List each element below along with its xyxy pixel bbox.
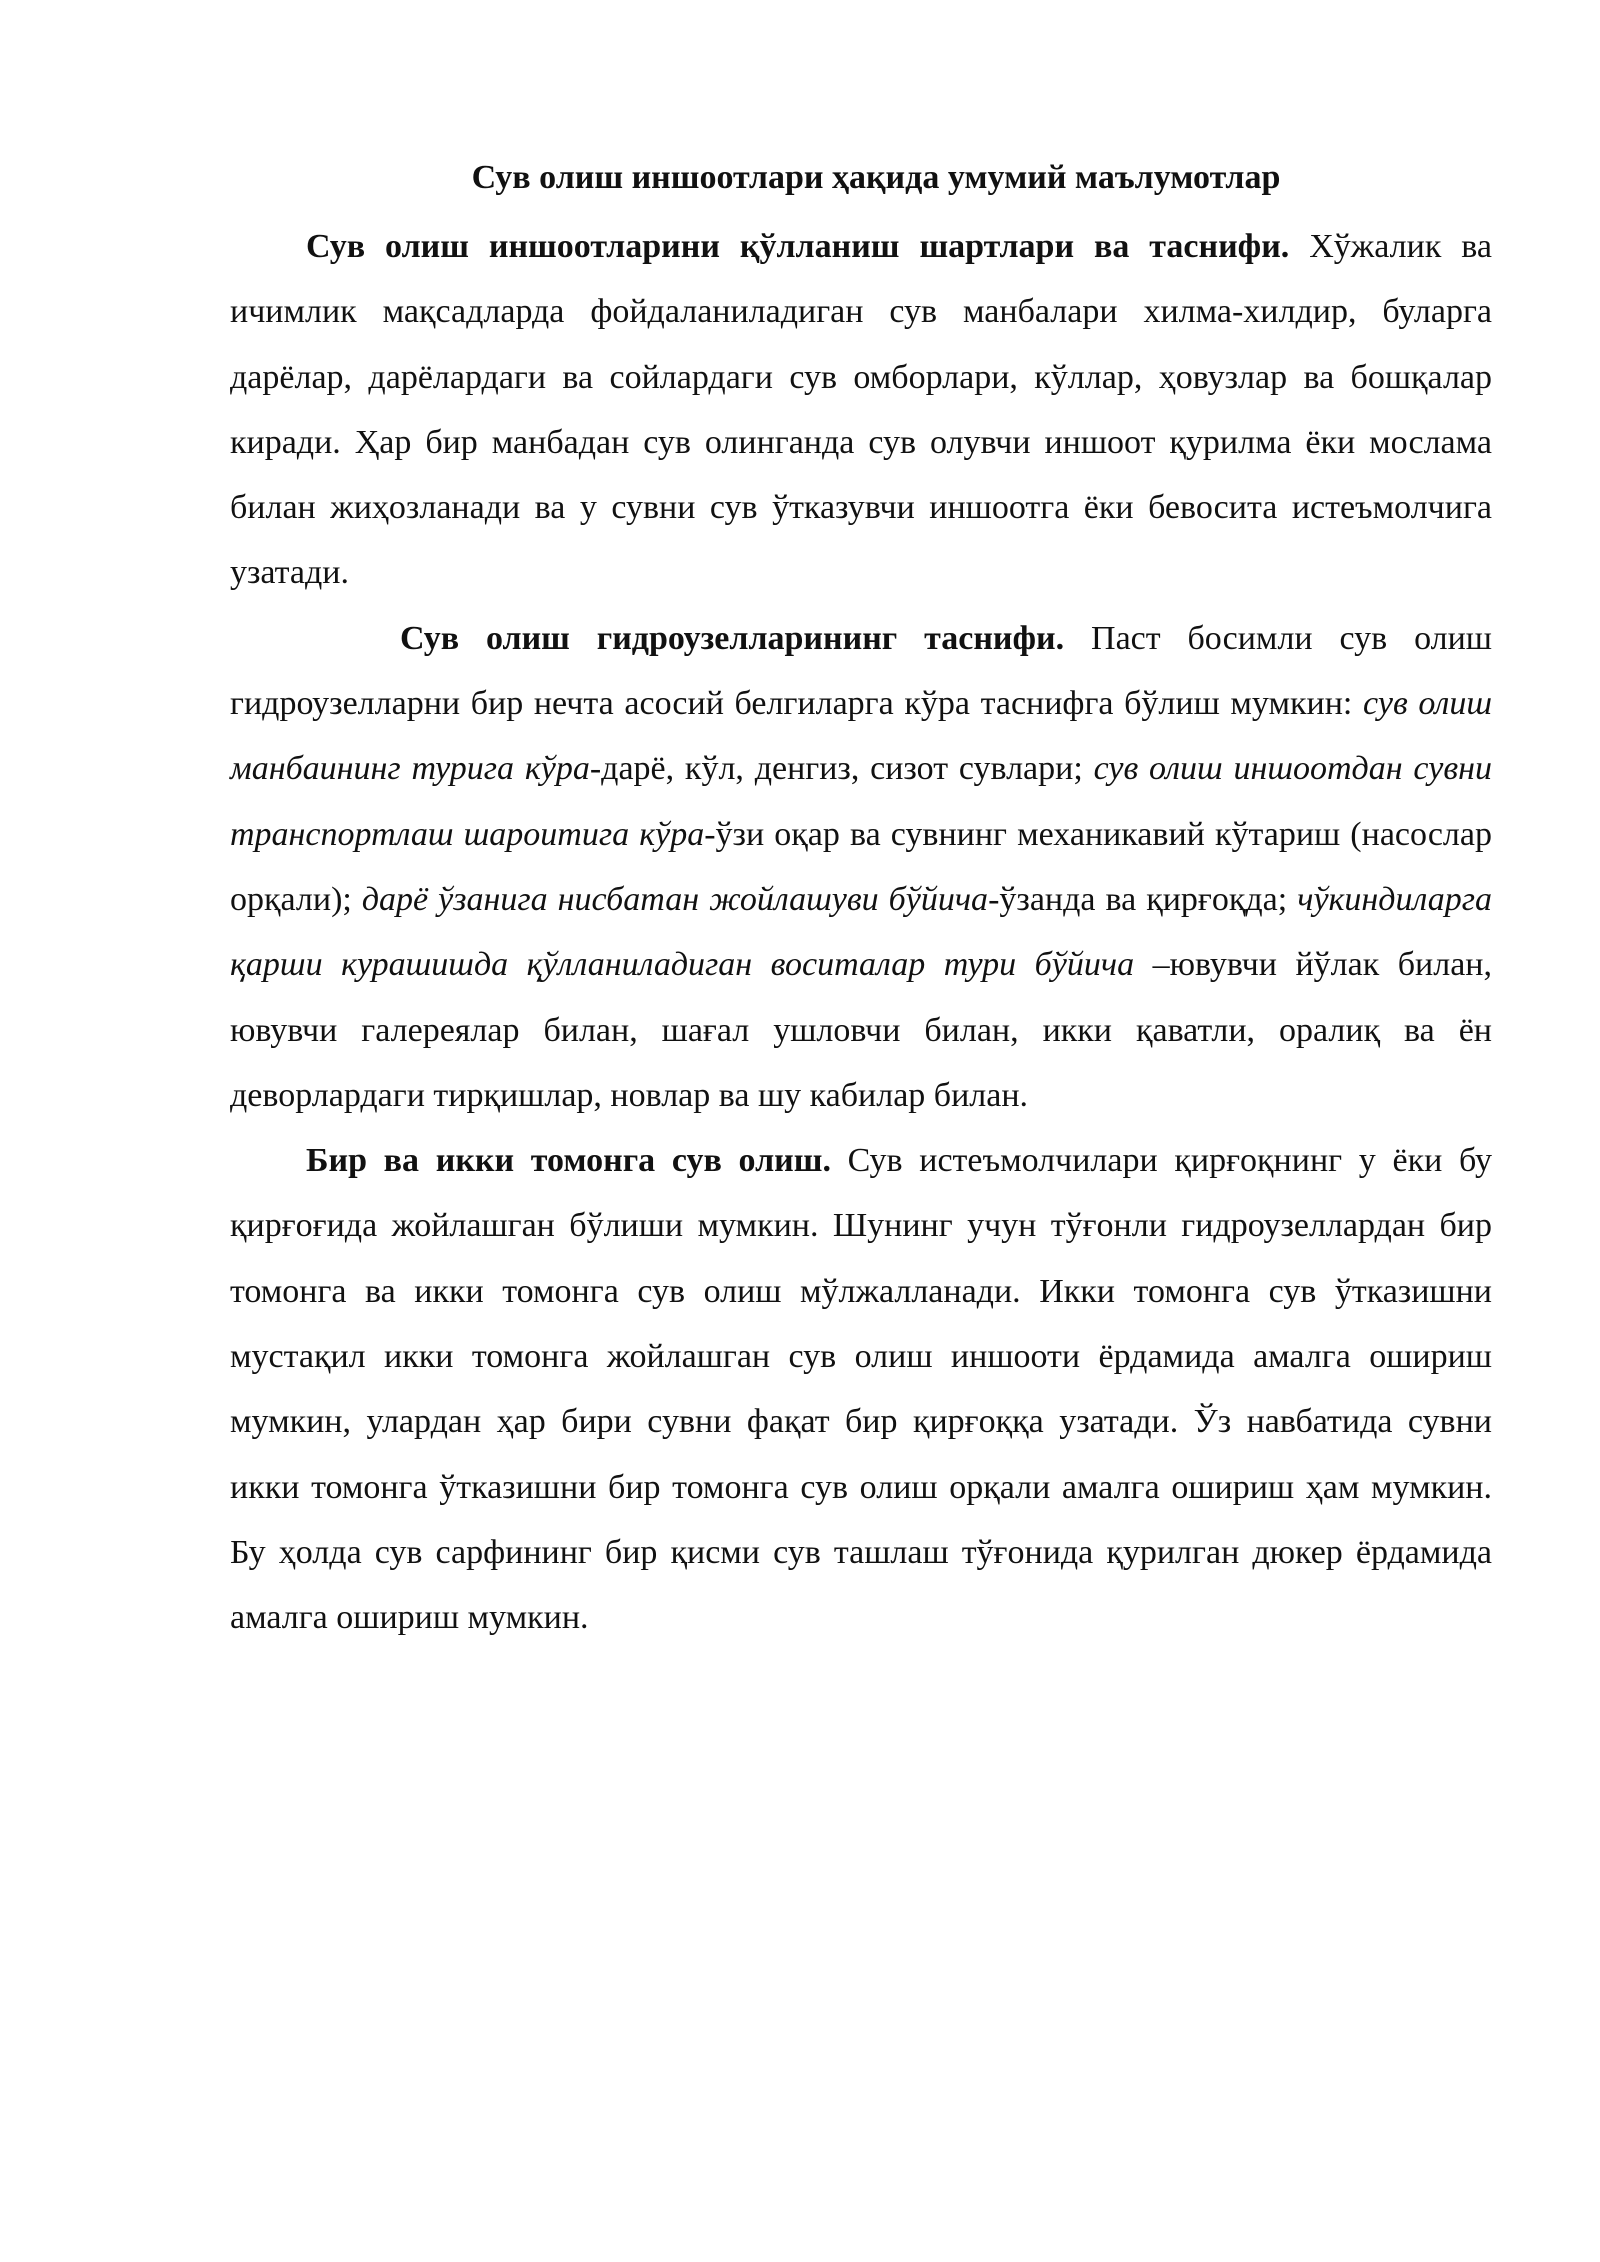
classification-criterion: сув олиш манбаининг турига кўра: [230, 685, 1492, 788]
classification-values: –ювувчи йўлак билан, ювувчи галереялар билан, шағал ушловчи билан, икки қаватли, оралиқ ва ён деворлардаги тирқишлар, новлар ва шу кабилар билан.: [230, 946, 1492, 1114]
paragraph-usage-conditions: [230, 214, 1492, 606]
paragraph-heading: Бир ва икки томонга сув олиш.: [306, 1142, 831, 1180]
paragraph-text: Паст босимли сув олиш гидроузелларни бир нечта асосий белгиларга кўра таснифга бўлиш мумкин:: [230, 619, 1492, 723]
paragraph-text: Хўжалик ва ичимлик мақсадларда фойдаланиладиган сув манбалари хилма-хилдир, буларга дарёлар, дарёлардаги ва сойлардаги сув омборлари, кўллар, ҳовузлар ва бошқалар киради. Ҳар бир манбадан сув олинганда сув олувчи иншоот қурилма ёки мослама билан жиҳозланади ва у сувни сув ўтказувчи иншоотга ёки бевосита истеъмолчига узатади.: [230, 228, 1492, 592]
paragraph-one-two-side-intake: [230, 1128, 1492, 1650]
classification-criterion: чўкиндиларга қарши курашишда қўлланиладиган воситалар тури бўйича: [230, 880, 1493, 984]
classification-values: -дарё, кўл, денгиз, сизот сувлари;: [589, 750, 1094, 788]
document-title: Сув олиш иншоотлари ҳақида умумий маълумотлар: [471, 159, 1281, 196]
paragraph-heading: Сув олиш иншоотларини қўлланиш шартлари ва таснифи.: [306, 228, 1290, 265]
classification-values: -ўзи оқар ва сувнинг механикавий кўтариш (насослар орқали);: [230, 815, 1492, 918]
classification-criterion: дарё ўзанига нисбатан жойлашуви бўйича: [361, 880, 989, 918]
paragraph-classification: [230, 606, 1492, 1128]
paragraph-text: Сув истеъмолчилари қирғоқнинг у ёки бу қирғоғида жойлашган бўлиши мумкин. Шунинг учун тўғонли гидроузеллардан бир томонга ва икки томонга сув олиш мўлжалланади. Икки томонга сув ўтказишни мустақил икки томонга жойлашган сув олиш иншооти ёрдамида амалга ошириш мумкин, улардан ҳар бири сувни фақат бир қирғоққа узатади. Ўз навбатида сувни икки томонга ўтказишни бир томонга сув олиш орқали амалга ошириш ҳам мумкин. Бу ҳолда сув сарфининг бир қисми сув ташлаш тўғонида қурилган дюкер ёрдамида амалга ошириш мумкин.: [230, 1142, 1492, 1637]
paragraph-heading: Сув олиш гидроузелларининг таснифи.: [400, 619, 1065, 657]
classification-criterion: сув олиш иншоотдан сувни транспортлаш шароитига кўра: [230, 750, 1492, 853]
document-body: [230, 148, 1492, 1651]
classification-values: -ўзанда ва қирғоқда;: [988, 880, 1298, 918]
